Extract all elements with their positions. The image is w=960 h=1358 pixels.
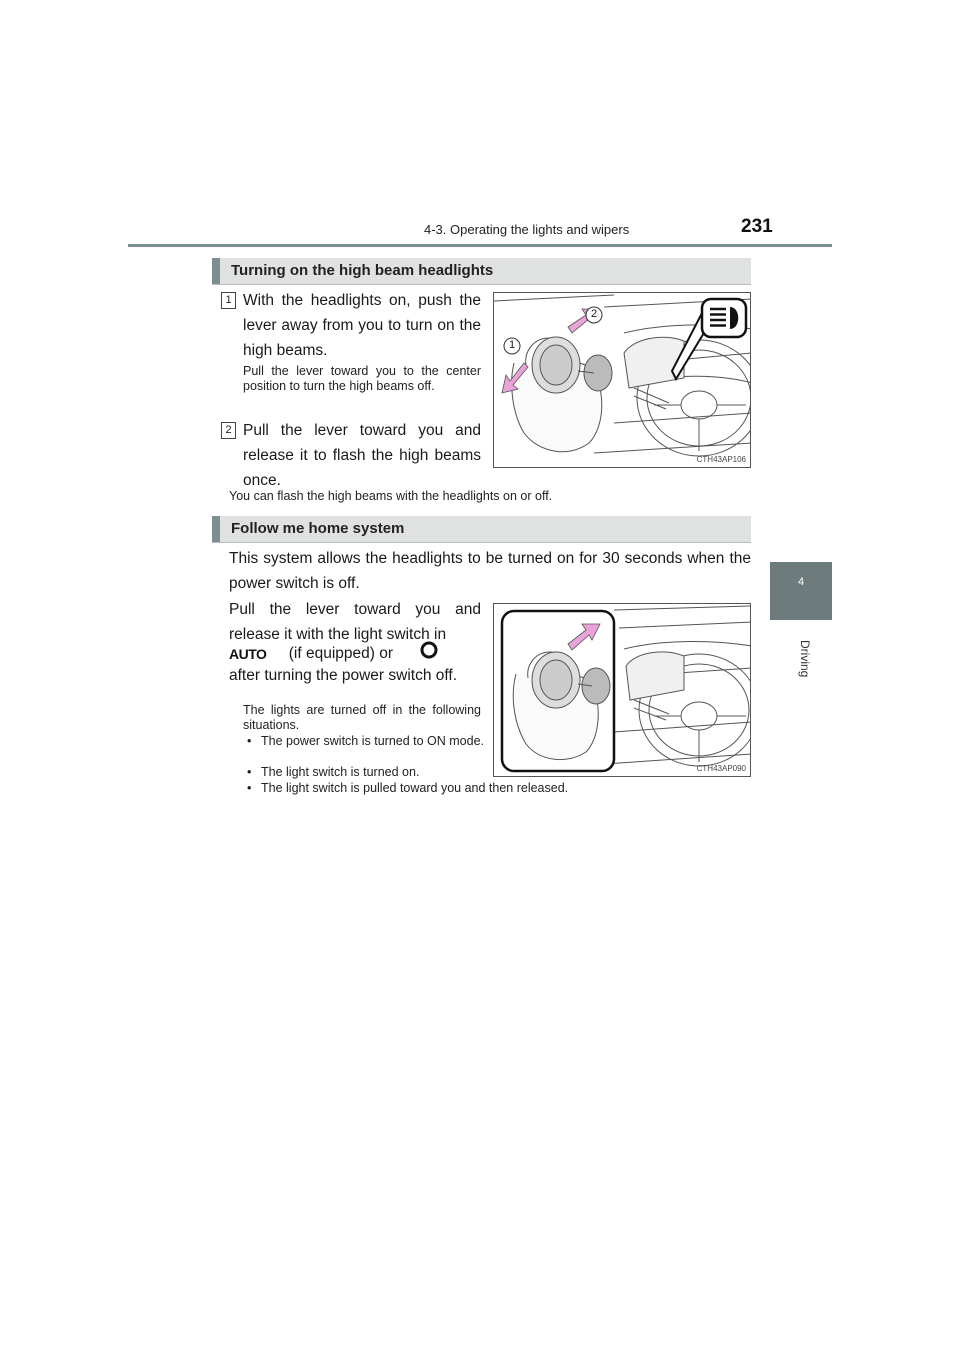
follow-me-home-intro: This system allows the headlights to be turned on for 30 seconds when the power switch is off. <box>229 550 751 592</box>
step-2-note: You can flash the high beams with the headlights on or off. <box>229 489 553 503</box>
section-breadcrumb: 4-3. Operating the lights and wipers <box>424 222 630 237</box>
follow-me-home-illustration <box>494 604 751 777</box>
section-divider <box>212 542 751 543</box>
section-header-follow-me-home <box>212 516 751 542</box>
chapter-tab-number: 4 <box>797 576 805 588</box>
callout-1: 1 <box>508 339 516 351</box>
step-2-text: Pull the lever toward you and release it to flash the high beams once. <box>243 422 481 489</box>
follow-me-home-step-c: after turning the power switch off. <box>229 667 458 684</box>
chapter-tab-label: Driving <box>798 640 812 678</box>
chapter-tab <box>770 562 832 620</box>
step-number-1: 1 <box>221 292 236 309</box>
high-beam-illustration <box>494 293 751 468</box>
figure-follow-me-home-lever <box>493 603 751 777</box>
step-1-note: Pull the lever toward you to the center position to turn the high beams off. <box>243 364 481 393</box>
page-number: 231 <box>741 216 773 237</box>
auto-icon-label: AUTO <box>229 645 267 662</box>
header-divider <box>128 244 832 247</box>
follow-me-home-step-a: Pull the lever toward you and release it with the light switch in <box>229 601 481 643</box>
callout-2: 2 <box>590 308 598 320</box>
figure-code: CTH43AP106 <box>696 455 746 464</box>
bullet-item: • The power switch is turned to ON mode. <box>247 734 485 748</box>
follow-me-home-note: The lights are turned off in the following situations. <box>243 703 481 732</box>
section-title: Turning on the high beam headlights <box>231 262 494 279</box>
bullet-item: • The light switch is turned on. <box>247 765 420 779</box>
section-divider <box>212 284 751 285</box>
section-header-high-beam <box>212 258 751 284</box>
figure-code: CTH43AP090 <box>696 764 746 773</box>
bullet-item: • The light switch is pulled toward you and then released. <box>247 781 569 795</box>
step-number-2: 2 <box>221 422 236 439</box>
figure-high-beam-lever <box>493 292 751 468</box>
step-1-text: With the headlights on, push the lever away from you to turn on the high beams. <box>243 292 481 359</box>
equipped-text: (if equipped) or <box>288 645 393 663</box>
section-title: Follow me home system <box>231 520 405 537</box>
